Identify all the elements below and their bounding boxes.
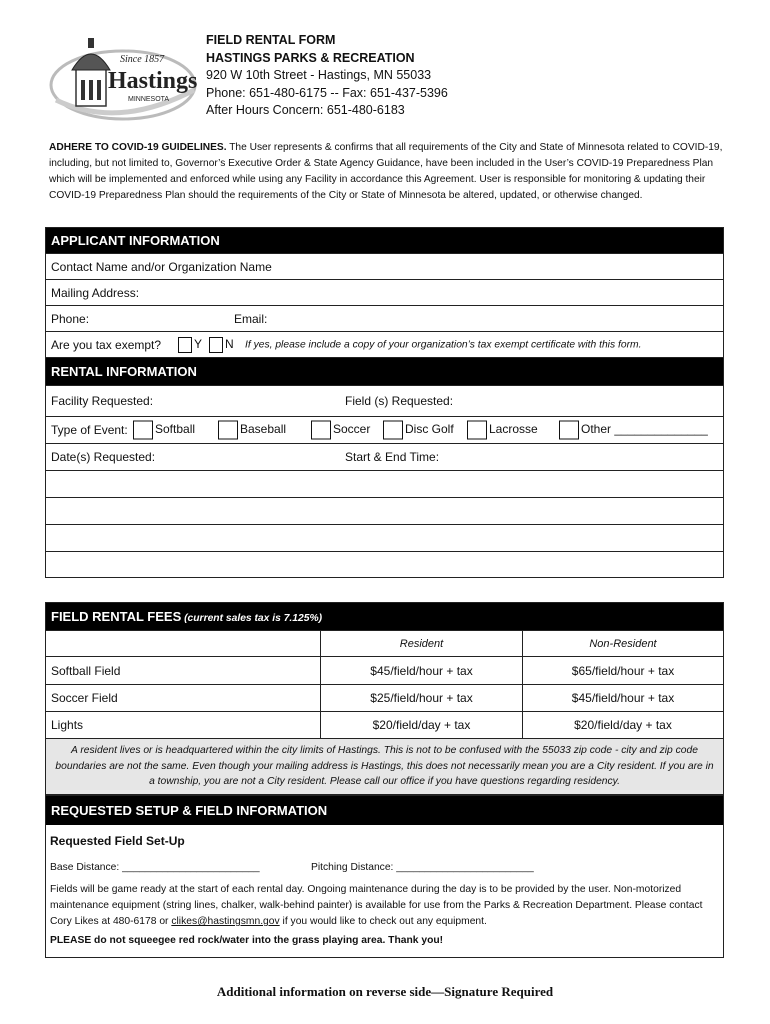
facility-label: Facility Requested: [51,394,154,408]
option-lacrosse[interactable] [467,421,538,440]
after-hours: After Hours Concern: 651-480-6183 [206,103,405,117]
base-distance[interactable]: Base Distance: ________________________ [50,862,260,873]
fee-nonresident: $20/field/day + tax [574,718,672,732]
baseball-checkbox[interactable] [218,421,238,440]
disc-golf-checkbox[interactable] [383,421,403,440]
fee-row [46,684,723,711]
tax-no-label: N [225,336,234,351]
lacrosse-checkbox[interactable] [467,421,487,440]
mailing-row[interactable] [46,279,723,305]
email-label: Email: [234,311,268,326]
fees-heading [46,603,723,630]
hastings-text: Hastings [108,68,198,94]
covid-text: The User represents & confirms that all requirements of the City and State of Minnesota related to COVID-19, including, but not limited to, Governor’s Executive Order & State Agency Guidance, have been included in the User’s COVID-19 Preparedness Plan which will be implemented and enforced while using any Facility in accordance this Agreement. User is responsible for monitoring & updating their COVID-19 Preparedness Plan should the requirements of the City or State of Minnesota be altered, updated, or otherwise changed. [49,142,723,201]
applicant-heading: APPLICANT INFORMATION [46,228,723,253]
setup-subheading: Requested Field Set-Up [50,834,185,848]
rental-heading: RENTAL INFORMATION [46,357,723,385]
tax-note: If yes, please include a copy of your organization’s tax exempt certificate with this form. [245,339,642,350]
org-phone: Phone: 651-480-6175 -- Fax: 651-437-5396 [206,85,448,100]
option-label: Other ______________ [581,422,708,437]
fee-resident: $45/field/hour + tax [321,657,523,684]
covid-lead: ADHERE TO COVID-19 GUIDELINES. [49,142,227,153]
residency-note: A resident lives or is headquartered within the city limits of Hastings. This is not to be confused with the 55033 zip code - city and zip code boundaries are not the same. Even though your mailing address is Hastings, this does not necessarily mean you are a City resident. If you are in a township, you are not a City resident. Please call our office if you have questions regarding residency. [46,738,723,794]
contact-label: Contact Name and/or Organization Name [51,259,272,274]
setup-box [45,795,724,958]
fees-box [45,602,724,795]
applicant-rental-box [45,227,724,578]
phone-email-row[interactable] [46,305,723,331]
form-title: FIELD RENTAL FORM [206,33,336,47]
fees-tax-note: (current sales tax is 7.125%) [181,613,323,624]
tax-yes-option[interactable] [178,337,202,353]
dates-label: Date(s) Requested: [51,450,156,464]
fields-label: Field (s) Requested: [345,394,454,408]
event-type-label: Type of Event: [51,423,128,437]
org-name: HASTINGS PARKS & RECREATION [206,50,415,65]
option-label: Disc Golf [405,422,454,437]
footer-note: Additional information on reverse side—Signature Required [216,984,554,999]
dates-row[interactable] [46,443,723,470]
facility-row[interactable] [46,385,723,416]
option-label: Softball [155,422,196,437]
blank-row[interactable] [46,551,723,577]
option-label: Soccer [333,422,371,437]
blank-row[interactable] [46,497,723,524]
fee-row [46,711,723,738]
fee-row [46,656,723,684]
option-label: Baseball [240,422,287,437]
tax-row [46,331,723,357]
times-label: Start & End Time: [345,450,440,464]
blank-row[interactable] [46,524,723,551]
fee-item: Soccer Field [46,685,321,711]
setup-warning: PLEASE do not squeegee red rock/water into the grass playing area. Thank you! [50,935,444,946]
fee-nonresident: $45/field/hour + tax [571,691,675,705]
pitching-distance[interactable]: Pitching Distance: ________________________ [311,862,534,873]
hastings-logo [48,30,198,125]
since-text: Since 1857 [120,54,165,65]
contact-row[interactable] [46,253,723,279]
fee-nonresident: $65/field/hour + tax [571,663,675,678]
email-link[interactable]: clikes@hastingsmn.gov [171,916,280,927]
setup-text-1: Fields will be game ready at the start of each rental day. Ongoing maintenance during the day is to be provided by the user. Non-motorized maintenance equipment (string lines, chalker, walk-behind painter) is available for use from the Parks & Recreation Department. Please contact Cory Likes at 480-6178 or [50,884,703,927]
option-disc-golf[interactable] [383,421,454,440]
fee-resident: $20/field/day + tax [321,712,523,738]
blank-row[interactable] [46,470,723,497]
fees-heading-text: FIELD RENTAL FEES [51,609,182,624]
mailing-label: Mailing Address: [51,285,140,300]
distance-row [46,860,723,880]
setup-text-2: if you would like to check out any equipment. [279,916,487,927]
minnesota-text: MINNESOTA [128,96,170,103]
option-soccer[interactable] [311,421,370,440]
org-address: 920 W 10th Street - Hastings, MN 55033 [206,68,432,82]
event-type-row [46,416,723,443]
col-resident: Resident [321,631,523,656]
covid-guidelines [49,140,725,204]
tax-yes-label: Y [194,336,203,351]
fee-resident: $25/field/hour + tax [321,685,523,711]
tax-no-checkbox[interactable] [209,337,223,353]
fee-item: Lights [46,712,321,738]
soccer-checkbox[interactable] [311,421,331,440]
option-baseball[interactable] [218,421,286,440]
tax-no-option[interactable] [209,337,234,353]
option-softball[interactable] [133,421,195,440]
fees-header-row [46,630,723,656]
other-checkbox[interactable] [559,421,579,440]
form-header [206,32,448,120]
option-label: Lacrosse [489,422,538,437]
softball-checkbox[interactable] [133,421,153,440]
phone-label: Phone: [51,311,90,326]
option-other[interactable] [559,421,708,440]
fee-item: Softball Field [46,657,321,684]
setup-text [46,882,723,930]
setup-heading: REQUESTED SETUP & FIELD INFORMATION [46,796,723,825]
tax-question: Are you tax exempt? [51,337,162,352]
tax-yes-checkbox[interactable] [178,337,192,353]
col-nonresident: Non-Resident [589,637,657,650]
